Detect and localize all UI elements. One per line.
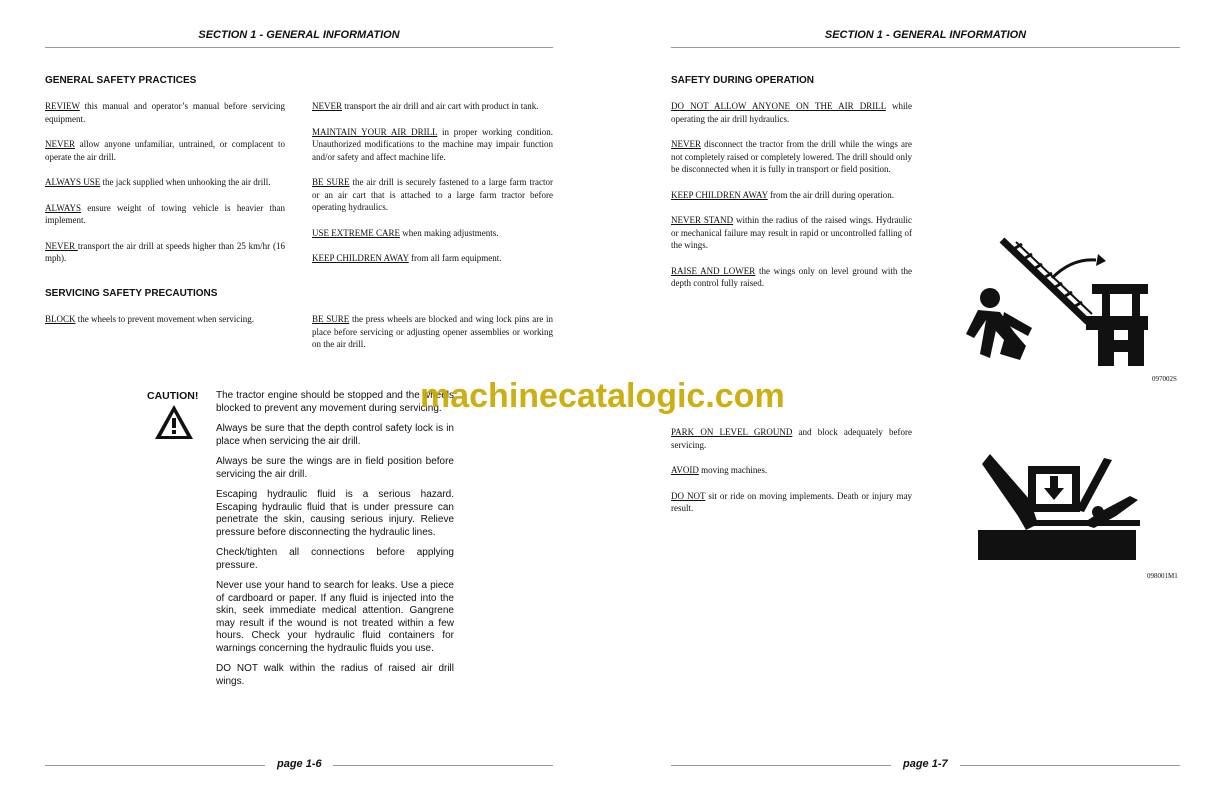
left-footer-rule-right xyxy=(333,765,553,766)
warning-triangle-icon xyxy=(154,404,194,440)
general-safety-item: REVIEW this manual and operator’s manual before servicing equipment. xyxy=(45,101,285,124)
caution-item: DO NOT walk within the radius of raised air drill wings. xyxy=(216,663,454,687)
operation-list-2 xyxy=(671,426,912,515)
right-footer-rule-right xyxy=(960,765,1180,766)
general-safety-col2 xyxy=(312,100,553,265)
right-footer-rule-left xyxy=(671,765,891,766)
caution-list xyxy=(216,390,454,688)
caution-item: Always be sure that the depth control safety lock is in place when servicing the air drill. xyxy=(216,423,454,447)
right-header-rule xyxy=(671,47,1180,48)
watermark: machinecatalogic.com xyxy=(420,377,785,415)
crush-hazard-icon xyxy=(978,426,1140,562)
operation-list xyxy=(671,100,912,290)
general-safety-col1 xyxy=(45,100,285,265)
operation-item: DO NOT ALLOW ANYONE ON THE AIR DRILL while operating the air drill hydraulics. xyxy=(671,101,913,124)
servicing-item: BLOCK the wheels to prevent movement when servicing. xyxy=(45,314,254,324)
right-page-header: SECTION 1 - GENERAL INFORMATION xyxy=(824,29,1027,41)
general-safety-item: MAINTAIN YOUR AIR DRILL in proper working condition. Unauthorized modifications to the machine may impair function and/or safety and affect machine life. xyxy=(312,126,553,162)
general-safety-item: BE SURE the air drill is securely fastened to a large farm tractor or an air cart that is attached to a large farm tractor before operating hydraulics. xyxy=(312,177,553,212)
servicing-col1 xyxy=(45,313,285,326)
caution-item: Always be sure the wings are in field position before servicing the air drill. xyxy=(216,456,454,480)
operation-item: DO NOT sit or ride on moving implements. Death or injury may result. xyxy=(671,490,912,513)
general-safety-item: NEVER transport the air drill at speeds higher than 25 km/hr (16 mph). xyxy=(45,240,286,263)
fig2-caption: 098001M1 xyxy=(1147,572,1178,580)
right-page-number: page 1-7 xyxy=(903,758,948,770)
general-safety-item: ALWAYS USE the jack supplied when unhooking the air drill. xyxy=(45,177,271,187)
caution-label: CAUTION! xyxy=(147,390,199,402)
left-footer-rule-left xyxy=(45,765,265,766)
left-header-rule xyxy=(45,47,553,48)
servicing-item: BE SURE the press wheels are blocked and wing lock pins are in place before servicing or adjusting opener assemblies or working on the air drill. xyxy=(312,314,553,349)
general-safety-item: ALWAYS ensure weight of towing vehicle is heavier than implement. xyxy=(45,202,285,225)
caution-item: The tractor engine should be stopped and the wheels blocked to prevent any movement during servicing. xyxy=(216,390,454,414)
general-safety-item: NEVER transport the air drill and air cart with product in tank. xyxy=(312,101,539,111)
operation-item: NEVER STAND within the radius of the raised wings. Hydraulic or mechanical failure may result in rapid or uncontrolled falling of the wings. xyxy=(671,215,912,250)
operation-item: KEEP CHILDREN AWAY from the air drill during operation. xyxy=(671,189,894,200)
servicing-col2 xyxy=(312,313,553,351)
falling-wing-hazard-icon xyxy=(960,236,1165,372)
general-safety-item: KEEP CHILDREN AWAY from all farm equipment. xyxy=(312,253,502,263)
general-safety-title: GENERAL SAFETY PRACTICES xyxy=(45,75,197,86)
caution-item: Escaping hydraulic fluid is a serious hazard. Escaping hydraulic fluid that is under pressure can penetrate the skin, causing serious injury. Relieve pressure before disconnecting the hydraulic lines. xyxy=(216,489,454,538)
left-page-number: page 1-6 xyxy=(277,758,322,770)
left-page-header: SECTION 1 - GENERAL INFORMATION xyxy=(198,29,400,41)
operation-item: AVOID moving machines. xyxy=(671,465,768,475)
operation-title: SAFETY DURING OPERATION xyxy=(671,75,814,86)
general-safety-item: NEVER allow anyone unfamiliar, untrained, or complacent to operate the air drill. xyxy=(45,139,285,162)
operation-item: NEVER disconnect the tractor from the drill while the wings are not completely raised or completely lowered. The drill should only be disconnected when it is fully in transport or field position. xyxy=(671,139,912,174)
fig1-caption: 097002S xyxy=(1152,375,1177,383)
operation-item: PARK ON LEVEL GROUND and block adequately before servicing. xyxy=(671,427,912,450)
caution-item: Never use your hand to search for leaks. Use a piece of cardboard or paper. If any fluid is injected into the skin, seek immediate medical attention. Gangrene may result if the wound is not treated within a few hours. Check your hydraulic fluid containers for warnings concerning the hydraulic fluids you use. xyxy=(216,580,454,654)
operation-item: RAISE AND LOWER the wings only on level ground with the depth control fully raised. xyxy=(671,265,913,288)
general-safety-item: USE EXTREME CARE when making adjustments. xyxy=(312,227,499,238)
servicing-title: SERVICING SAFETY PRECAUTIONS xyxy=(45,288,218,299)
caution-item: Check/tighten all connections before applying pressure. xyxy=(216,547,454,571)
